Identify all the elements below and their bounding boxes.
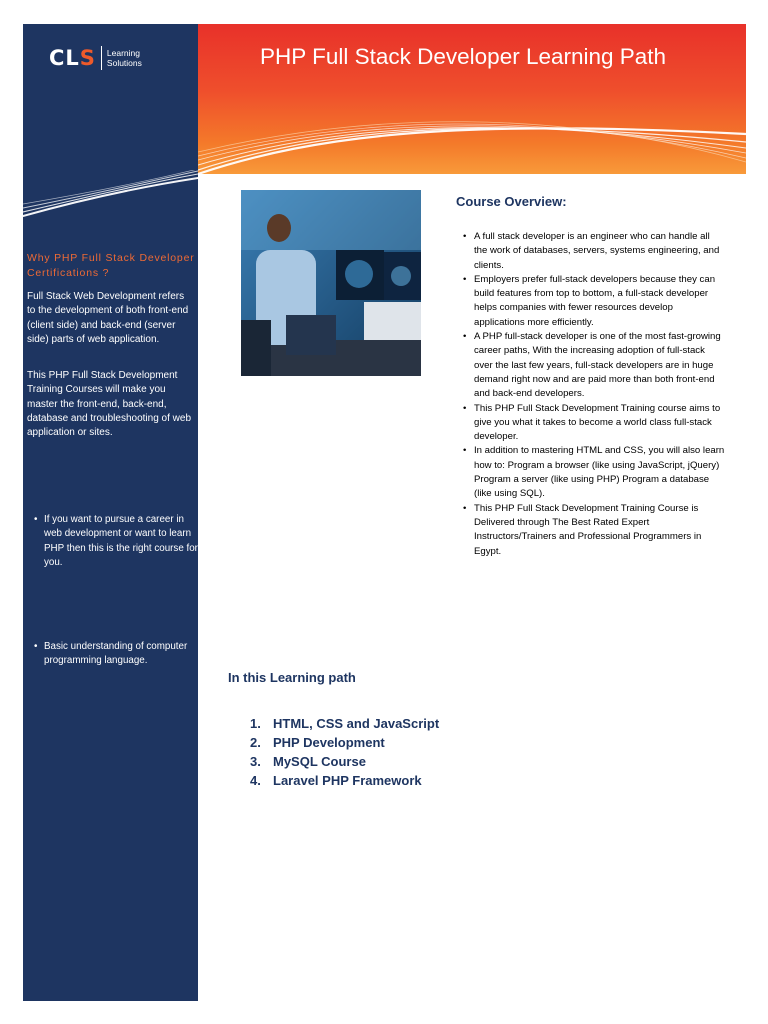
sidebar-paragraph-2: This PHP Full Stack Development Training Courses will make you master the front-end, back-end, database and troubleshooting of web application or sites.	[27, 370, 192, 439]
developer-at-monitors-icon	[241, 190, 421, 376]
list-item: • A PHP full-stack developer is one of the most fast-growing career paths, With the increasing adoption of full-stack over the last few years, full-stack developers are in huge demand right now and are paid more than both front-end and back-end developers.	[463, 330, 725, 401]
learning-path-title: In this Learning path	[228, 670, 356, 685]
sidebar-waves-icon	[23, 170, 198, 220]
logo-line1: Learning	[106, 48, 141, 58]
learning-path-list	[250, 714, 439, 790]
item-label: PHP Development	[273, 735, 385, 750]
item-label: MySQL Course	[273, 754, 366, 769]
sidebar-bullet-2: • Basic understanding of computer programming language.	[34, 640, 204, 669]
logo-text	[107, 48, 142, 68]
learning-path-item	[250, 752, 439, 771]
list-item: • This PHP Full Stack Development Training course aims to give you what it takes to become a world class full-stack developer.	[463, 402, 725, 445]
item-number: 4.	[250, 773, 261, 788]
sidebar-heading: Why PHP Full Stack Developer Certifications ?	[27, 252, 195, 279]
learning-path-item	[250, 714, 439, 733]
item-label: HTML, CSS and JavaScript	[273, 716, 440, 731]
logo-divider	[101, 46, 102, 70]
item-number: 3.	[250, 754, 261, 769]
list-item: • A full stack developer is an engineer who can handle all the work of databases, servers, systems engineering, and clients.	[463, 230, 725, 273]
item-label: Laravel PHP Framework	[273, 773, 422, 788]
sidebar-paragraph-1: Full Stack Web Development refers to the development of both front-end (client side) and back-end (server side) parts of web application.	[27, 291, 189, 345]
header-banner	[198, 24, 746, 174]
course-overview-list	[463, 230, 725, 559]
learning-path-item	[250, 771, 439, 790]
logo-mark: CLS	[49, 46, 96, 70]
logo-line2: Solutions	[106, 58, 142, 68]
item-number: 1.	[250, 716, 261, 731]
cls-logo	[49, 46, 142, 70]
learning-path-item	[250, 733, 439, 752]
list-item: • In addition to mastering HTML and CSS, you will also learn how to: Program a browser (like using JavaScript, jQuery) Program a server (like using PHP) Program a database (like using SQL).	[463, 444, 725, 501]
list-item: • Employers prefer full-stack developers because they can build features from top to bottom, a full-stack developer helps companies with fewer resources develop applications more efficiently.	[463, 273, 725, 330]
developer-photo	[241, 190, 421, 376]
item-number: 2.	[250, 735, 261, 750]
course-overview-title: Course Overview:	[456, 194, 567, 209]
list-item: • This PHP Full Stack Development Training Course is Delivered through The Best Rated Expert Instructors/Trainers and Professional Programmers in Egypt.	[463, 502, 725, 559]
page-title: PHP Full Stack Developer Learning Path	[260, 44, 667, 69]
sidebar-bullet-1: • If you want to pursue a career in web development or want to learn PHP then this is the right course for you.	[34, 513, 204, 570]
